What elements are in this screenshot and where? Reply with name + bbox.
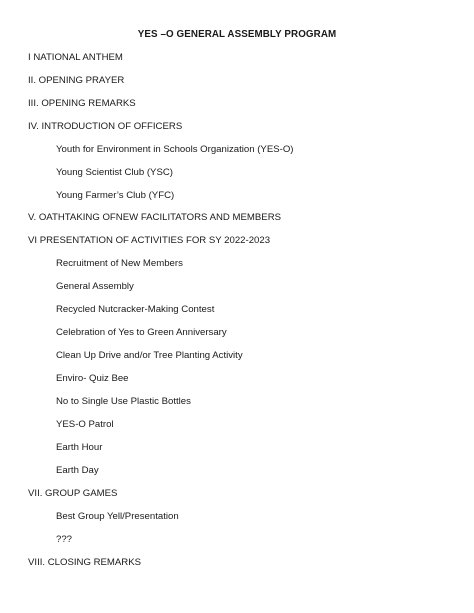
program-item-presentation-of-activities: VI PRESENTATION OF ACTIVITIES FOR SY 2022-2023: [28, 235, 271, 246]
program-item-oathtaking: V. OATHTAKING OFNEW FACILITATORS AND MEMBERS: [28, 212, 282, 223]
program-item-closing-remarks: VIII. CLOSING REMARKS: [28, 557, 142, 568]
sub-item-earth-day: Earth Day: [56, 465, 99, 476]
sub-item-recruitment: Recruitment of New Members: [56, 258, 183, 269]
program-item-introduction-of-officers: IV. INTRODUCTION OF OFFICERS: [28, 121, 183, 132]
sub-item-group-yell: Best Group Yell/Presentation: [56, 511, 179, 522]
program-item-opening-remarks: III. OPENING REMARKS: [28, 98, 136, 109]
sub-item-quiz-bee: Enviro- Quiz Bee: [56, 373, 129, 384]
sub-item-general-assembly: General Assembly: [56, 281, 134, 292]
sub-item-yes-o-patrol: YES-O Patrol: [56, 419, 114, 430]
sub-item-yes-o: Youth for Environment in Schools Organization (YES-O): [56, 144, 294, 155]
sub-item-earth-hour: Earth Hour: [56, 442, 103, 453]
sub-item-clean-up-drive: Clean Up Drive and/or Tree Planting Activity: [56, 350, 243, 361]
program-item-opening-prayer: II. OPENING PRAYER: [28, 75, 125, 86]
document-title: YES –O GENERAL ASSEMBLY PROGRAM: [137, 29, 337, 40]
sub-item-nutcracker-contest: Recycled Nutcracker-Making Contest: [56, 304, 215, 315]
program-item-national-anthem: I NATIONAL ANTHEM: [28, 52, 123, 63]
sub-item-yes-to-green: Celebration of Yes to Green Anniversary: [56, 327, 227, 338]
program-item-group-games: VII. GROUP GAMES: [28, 488, 118, 499]
sub-item-unknown: ???: [56, 534, 73, 545]
sub-item-yfc: Young Farmer’s Club (YFC): [56, 190, 175, 201]
sub-item-no-plastic-bottles: No to Single Use Plastic Bottles: [56, 396, 191, 407]
sub-item-ysc: Young Scientist Club (YSC): [56, 167, 173, 178]
